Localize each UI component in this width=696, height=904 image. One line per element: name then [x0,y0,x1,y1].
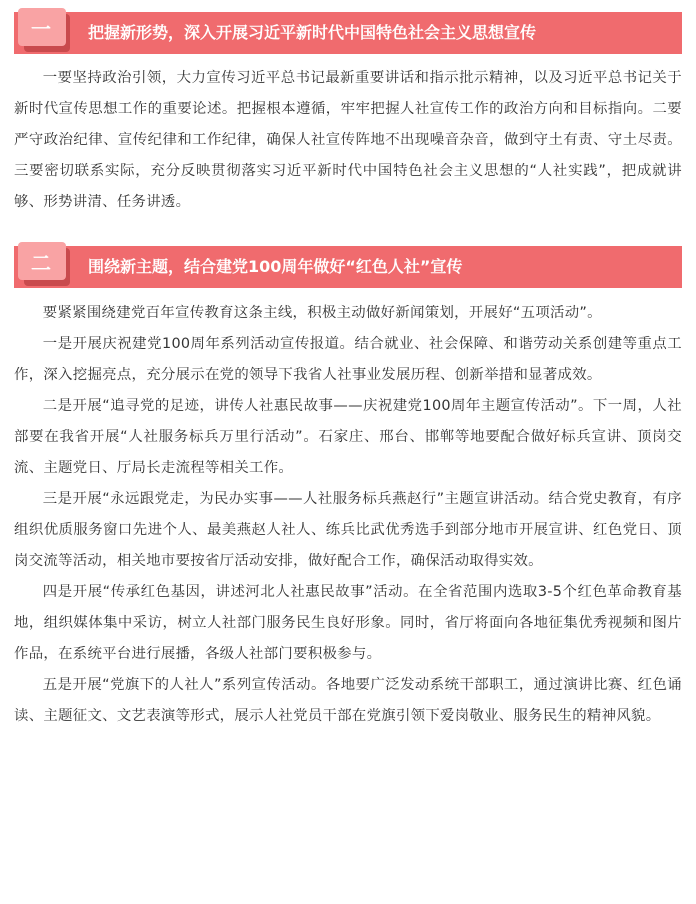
section-number: 二 [31,250,53,275]
paragraph: 五是开展“党旗下的人社人”系列宣传活动。各地要广泛发动系统干部职工，通过演讲比赛、红色诵读、主题征文、文艺表演等形式，展示人社党员干部在党旗引领下爱岗敬业、服务民生的精神风貌。 [14,677,682,724]
section-number: 一 [31,16,53,41]
section-title: 把握新形势，深入开展习近平新时代中国特色社会主义思想宣传 [88,23,537,42]
section-title: 围绕新主题，结合建党100周年做好“红色人社”宣传 [88,257,463,276]
section-header-1 [14,12,682,54]
paragraph: 三是开展“永远跟党走，为民办实事——人社服务标兵燕赵行”主题宣讲活动。结合党史教育，有序组织优质服务窗口先进个人、最美燕赵人社人、练兵比武优秀选手到部分地市开展宣讲、红色党日、顶岗交流等活动，相关地市要按省厅活动安排，做好配合工作，确保活动取得实效。 [14,491,682,569]
paragraph: 二是开展“追寻党的足迹，讲传人社惠民故事——庆祝建党100周年主题宣传活动”。下一周，人社部要在我省开展“人社服务标兵万里行活动”。石家庄、邢台、邯郸等地要配合做好标兵宣讲、顶岗交流、主题党日、厅局长走流程等相关工作。 [14,398,682,476]
paragraph: 四是开展“传承红色基因，讲述河北人社惠民故事”活动。在全省范围内选取3-5个红色革命教育基地，组织媒体集中采访，树立人社部门服务民生良好形象。同时，省厅将面向各地征集优秀视频和图片作品，在系统平台进行展播，各级人社部门要积极参与。 [14,584,682,662]
paragraph: 一要坚持政治引领，大力宣传习近平总书记最新重要讲话和指示批示精神，以及习近平总书记关于新时代宣传思想工作的重要论述。把握根本遵循，牢牢把握人社宣传工作的政治方向和目标指向。二要严守政治纪律、宣传纪律和工作纪律，确保人社宣传阵地不出现噪音杂音，做到守土有责、守土尽责。三要密切联系实际，充分反映贯彻落实习近平新时代中国特色社会主义思想的“人社实践”，把成就讲够、形势讲清、任务讲透。 [14,70,682,210]
section-1-content [14,63,682,218]
section-2-content [14,298,682,732]
section-number-badge [14,240,76,286]
paragraph: 一是开展庆祝建党100周年系列活动宣传报道。结合就业、社会保障、和谐劳动关系创建等重点工作，深入挖掘亮点，充分展示在党的领导下我省人社事业发展历程、创新举措和显著成效。 [14,336,682,383]
section-number-badge [14,6,76,52]
section-header-2 [14,246,682,288]
paragraph: 要紧紧围绕建党百年宣传教育这条主线，积极主动做好新闻策划，开展好“五项活动”。 [42,305,602,321]
